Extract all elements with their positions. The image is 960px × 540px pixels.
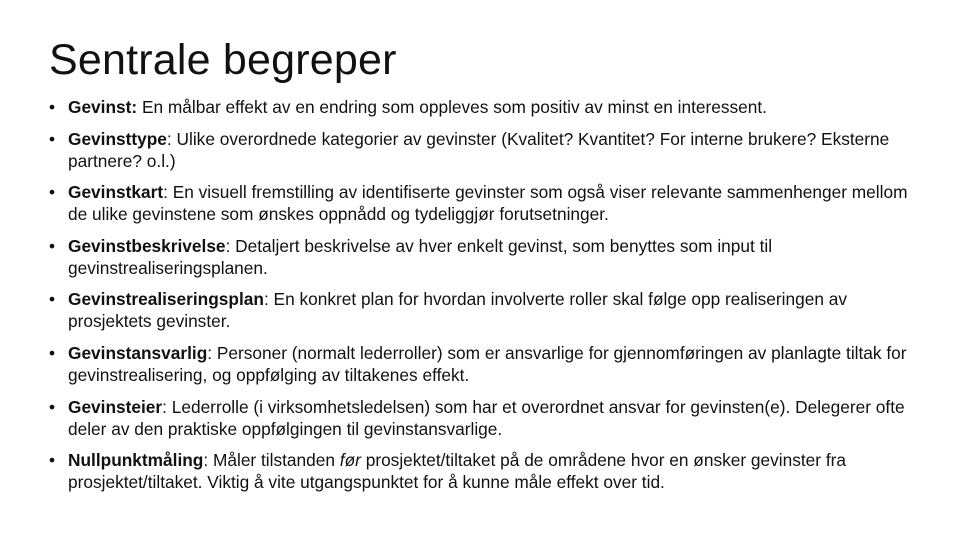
term-gevinsteier: Gevinsteier [68,396,163,417]
bullet-icon: • [49,97,56,117]
definition-text-after: prosjektet/tiltaket på de områdene hvor en ønsker gevinster fra prosjektet/tiltaket. Viktig å vite utgangspunktet for å kunne måle effekt over tid. [68,450,846,493]
bullet-icon: • [49,450,56,471]
list-item [49,342,929,386]
list-item [49,128,929,172]
definition-text-before: : Måler tilstanden [203,450,340,471]
term-gevinst: Gevinst: [68,97,138,117]
bullet-icon: • [49,342,56,363]
bullet-icon: • [49,128,56,149]
term-gevinsttype: Gevinsttype [68,128,167,149]
list-item [49,96,929,118]
definition-text: : Detaljert beskrivelse av hver enkelt gevinst, som benyttes som input til gevinstrealiseringsplanen. [68,235,773,278]
bullet-icon: • [49,235,56,256]
definition-text: En målbar effekt av en endring som oppleves som positiv av minst en interessent. [137,97,767,117]
list-item [49,181,929,225]
definition-list [49,96,929,503]
definition-text: : Ulike overordnede kategorier av gevinster (Kvalitet? Kvantitet? For interne brukere? Eksterne partnere? o.l.) [68,128,890,171]
list-item [49,288,929,332]
definition-text: : Personer (normalt lederroller) som er ansvarlige for gjennomføringen av planlagte tiltak for gevinstrealisering, og oppfølging av tiltakenes effekt. [68,342,907,385]
list-item [49,235,929,279]
term-gevinstrealiseringsplan: Gevinstrealiseringsplan [68,289,264,310]
list-item [49,396,929,440]
term-gevinstansvarlig: Gevinstansvarlig [68,342,208,363]
bullet-icon: • [49,182,56,203]
bullet-icon: • [49,396,56,417]
term-nullpunktmaling: Nullpunktmåling [68,450,204,471]
list-item [49,449,929,493]
definition-text: : Lederrolle (i virksomhetsledelsen) som har et overordnet ansvar for gevinsten(e). Delegerer ofte deler av den praktiske oppfølgingen til gevinstansvarlige. [68,396,905,439]
emphasis-text: før [339,450,361,471]
term-gevinstbeskrivelse: Gevinstbeskrivelse [68,235,226,256]
bullet-icon: • [49,289,56,310]
definition-text: : En konkret plan for hvordan involverte roller skal følge opp realiseringen av prosjektets gevinster. [68,289,848,332]
definition-text: : En visuell fremstilling av identifiserte gevinster som også viser relevante sammenhenger mellom de ulike gevinstene som ønskes oppnådd og tydeliggjør forutsetninger. [68,182,908,225]
slide-title: Sentrale begreper [49,36,397,84]
term-gevinstkart: Gevinstkart [68,182,164,203]
